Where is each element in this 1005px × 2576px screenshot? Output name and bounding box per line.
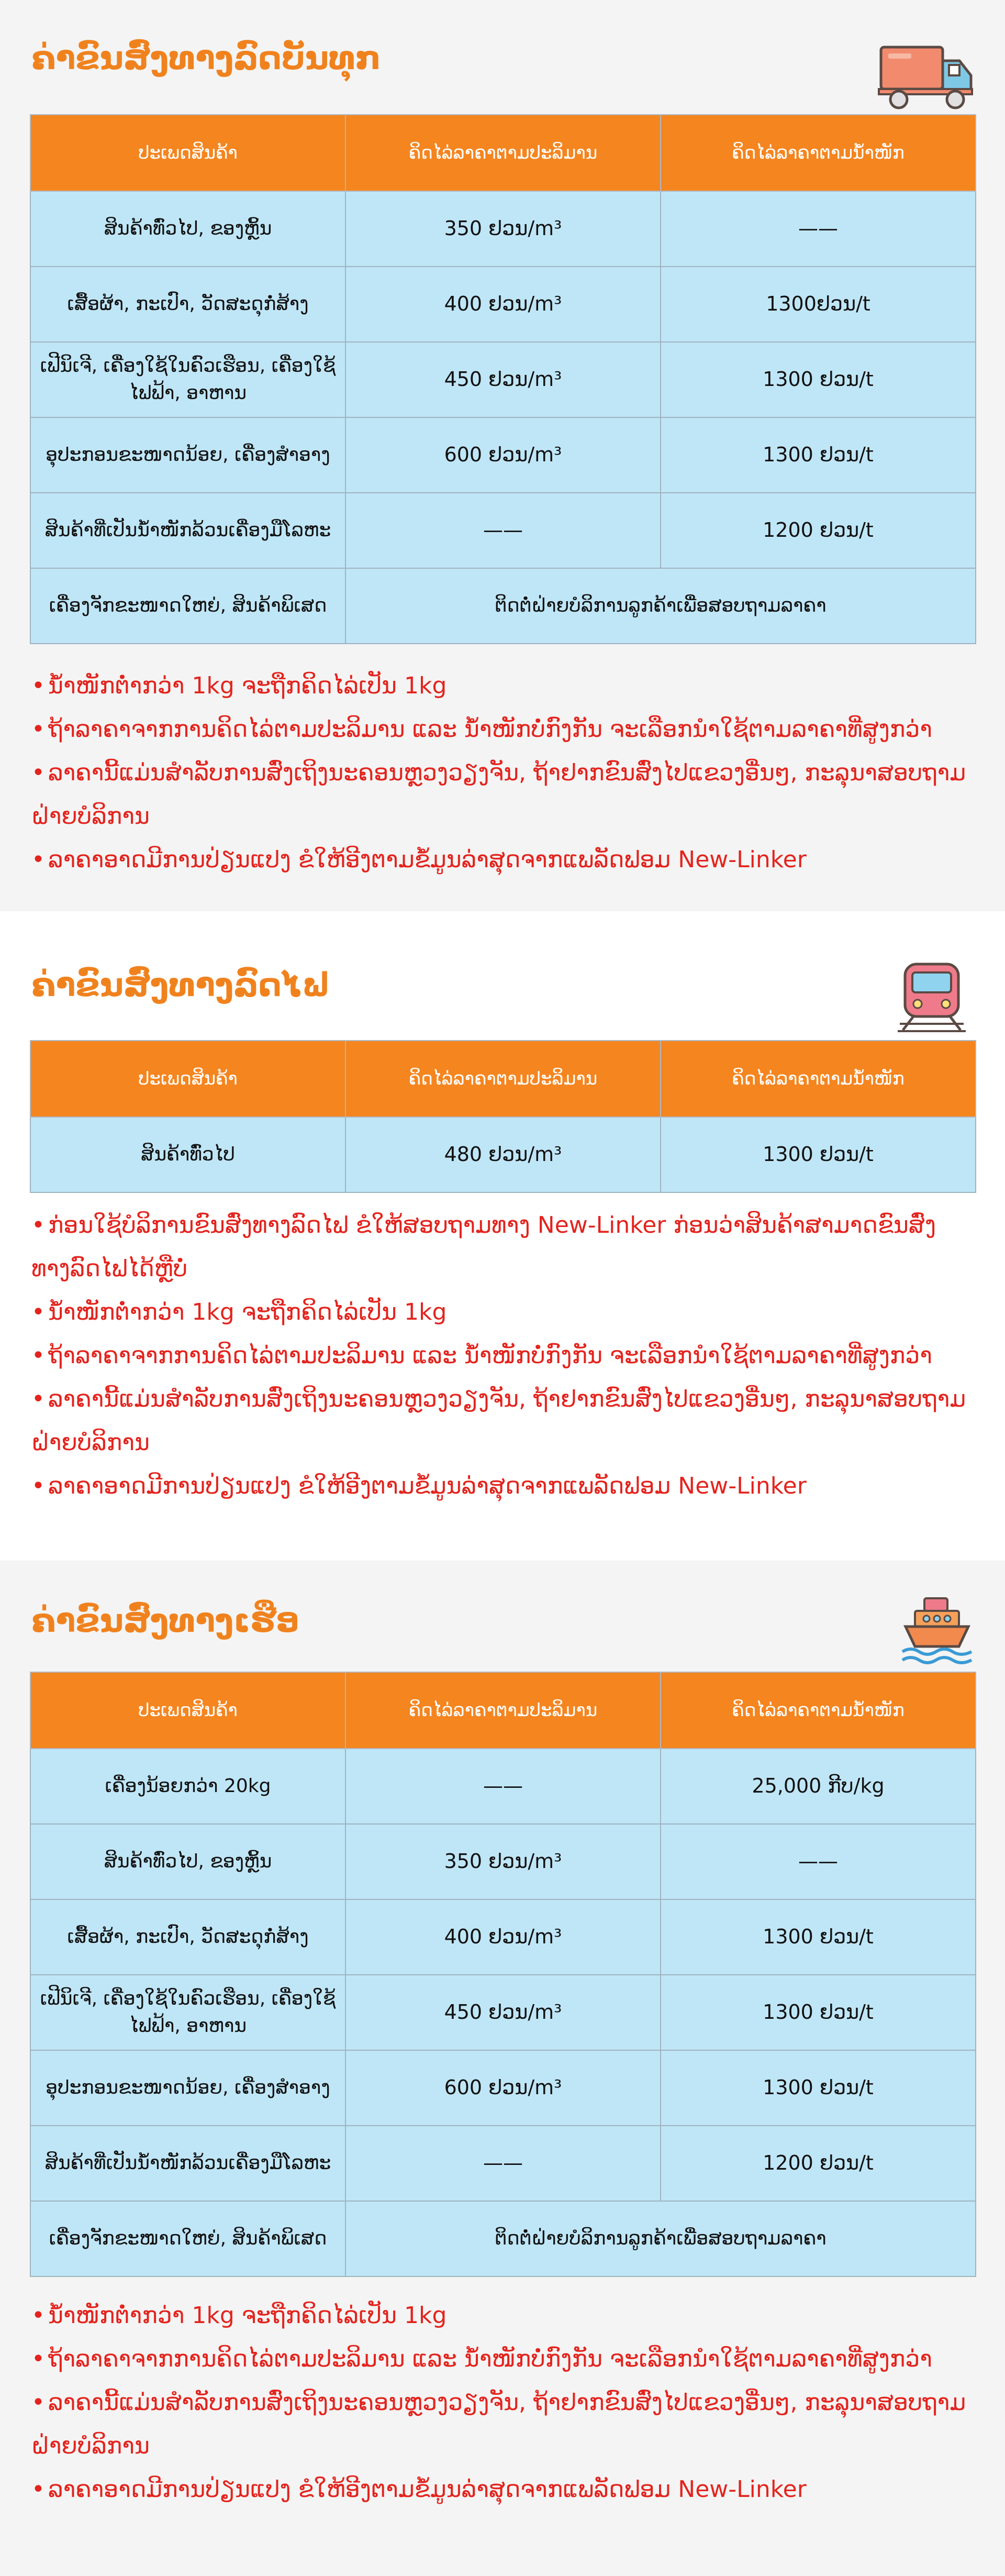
table-row	[30, 1975, 976, 2050]
volume-price-cell: 400 ຢວນ/m³	[345, 1899, 661, 1975]
table-row	[30, 1899, 976, 1975]
note-item: • ລາຄາອາດມີການປ່ຽນແປງ ຂໍໃຫ້ອີງຕາມຂໍ້ມູນລ່າສຸດຈາກແພລັດຟອມ New-Linker	[31, 2476, 807, 2503]
ship-icon	[900, 1594, 974, 1667]
table-row	[30, 417, 976, 493]
note-text: ນ້ຳໜັກຕໍ່າກວ່າ 1kg ຈະຖືກຄິດໄລ່ເປັນ 1kg	[48, 672, 447, 699]
truck-notes-list	[31, 664, 974, 881]
note-item: • ຖ້າລາຄາຈາກການຄິດໄລ່ຕາມປະລິມານ ແລະ ນ້ຳໜັກບໍ່ກົງກັນ ຈະເລືອກນຳໃຊ້ຕາມລາຄາທີ່ສູງກວ່າ	[31, 716, 932, 743]
product-type-cell: ເຄື່ອງນ້ອຍກວ່າ 20kg	[30, 1749, 345, 1824]
note-item: • ຖ້າລາຄາຈາກການຄິດໄລ່ຕາມປະລິມານ ແລະ ນ້ຳໜັກບໍ່ກົງກັນ ຈະເລືອກນຳໃຊ້ຕາມລາຄາທີ່ສູງກວ່າ	[31, 1342, 932, 1369]
note-item: • ລາຄານີ້ແມ່ນສຳລັບການສົ່ງເຖິງນະຄອນຫຼວງວຽງຈັນ, ຖ້າຢາກຂົນສົ່ງໄປແຂວງອື່ນໆ, ກະລຸນາສອບຖາມຝ່າຍບໍລິການ	[31, 1386, 966, 1456]
note-item: • ນ້ຳໜັກຕໍ່າກວ່າ 1kg ຈະຖືກຄິດໄລ່ເປັນ 1kg	[31, 2302, 447, 2329]
weight-price-cell: 1300ຢວນ/t	[661, 267, 976, 342]
note-item: • ລາຄານີ້ແມ່ນສຳລັບການສົ່ງເຖິງນະຄອນຫຼວງວຽງຈັນ, ຖ້າຢາກຂົນສົ່ງໄປແຂວງອື່ນໆ, ກະລຸນາສອບຖາມຝ່າຍບໍລິການ	[31, 2389, 966, 2459]
product-type-cell: ອຸປະກອນຂະໜາດນ້ອຍ, ເຄື່ອງສຳອາງ	[30, 2050, 345, 2126]
note-item: • ກ່ອນໃຊ້ບໍລິການຂົນສົ່ງທາງລົດໄຟ ຂໍໃຫ້ສອບຖາມທາງ New-Linker ກ່ອນວ່າສິນຄ້າສາມາດຂົນສົ່ງທາງລົດໄຟໄດ້ຫຼືບໍ່	[31, 1212, 936, 1282]
table-row	[30, 493, 976, 568]
product-type-cell: ເຄື່ອງຈັກຂະໜາດໃຫຍ່, ສິນຄ້າພິເສດ	[30, 2201, 345, 2276]
truck-rate-table	[30, 114, 976, 644]
table-row	[30, 191, 976, 267]
product-type-cell: ສິນຄ້າທີ່ເປັນນ້ຳໜັກລ້ວນເຄື່ອງມືໂລຫະ	[30, 2126, 345, 2201]
product-type-cell: ເຟີນິເຈີ, ເຄື່ອງໃຊ້ໃນຄົວເຮືອນ, ເຄື່ອງໃຊ້ໄຟຟ້າ, ອາຫານ	[30, 342, 345, 417]
note-text: ກ່ອນໃຊ້ບໍລິການຂົນສົ່ງທາງລົດໄຟ ຂໍໃຫ້ສອບຖາມທາງ New-Linker ກ່ອນວ່າສິນຄ້າສາມາດຂົນສົ່ງທາງລົດໄຟໄດ້ຫຼືບໍ່	[31, 1212, 936, 1282]
note-item: • ຖ້າລາຄາຈາກການຄິດໄລ່ຕາມປະລິມານ ແລະ ນ້ຳໜັກບໍ່ກົງກັນ ຈະເລືອກນຳໃຊ້ຕາມລາຄາທີ່ສູງກວ່າ	[31, 2346, 932, 2372]
header-by-volume: ຄິດໄລ່ລາຄາຕາມປະລິມານ	[345, 1041, 661, 1117]
volume-price-cell: 600 ຢວນ/m³	[345, 2050, 661, 2126]
product-type-cell: ເສື້ອຜ້າ, ກະເປົາ, ວັດສະດຸກໍ່ສ້າງ	[30, 1899, 345, 1975]
volume-price-cell: ——	[345, 493, 661, 568]
volume-price-cell: 600 ຢວນ/m³	[345, 417, 661, 493]
table-row	[30, 1824, 976, 1899]
table-row	[30, 1117, 976, 1192]
ship-section	[0, 1561, 1005, 2576]
header-product-type: ປະເພດສິນຄ້າ	[30, 1672, 345, 1749]
table-header-row	[30, 1672, 976, 1749]
note-item: • ລາຄານີ້ແມ່ນສຳລັບການສົ່ງເຖິງນະຄອນຫຼວງວຽງຈັນ, ຖ້າຢາກຂົນສົ່ງໄປແຂວງອື່ນໆ, ກະລຸນາສອບຖາມຝ່າຍບໍລິການ	[31, 759, 966, 830]
volume-price-cell: 450 ຢວນ/m³	[345, 1975, 661, 2050]
note-text: ລາຄານີ້ແມ່ນສຳລັບການສົ່ງເຖິງນະຄອນຫຼວງວຽງຈັນ, ຖ້າຢາກຂົນສົ່ງໄປແຂວງອື່ນໆ, ກະລຸນາສອບຖາມຝ່າຍບໍລິການ	[31, 759, 966, 830]
note-text: ລາຄາອາດມີການປ່ຽນແປງ ຂໍໃຫ້ອີງຕາມຂໍ້ມູນລ່າສຸດຈາກແພລັດຟອມ New-Linker	[48, 846, 807, 873]
note-item: • ນ້ຳໜັກຕໍ່າກວ່າ 1kg ຈະຖືກຄິດໄລ່ເປັນ 1kg	[31, 672, 447, 699]
note-text: ຖ້າລາຄາຈາກການຄິດໄລ່ຕາມປະລິມານ ແລະ ນ້ຳໜັກບໍ່ກົງກັນ ຈະເລືອກນຳໃຊ້ຕາມລາຄາທີ່ສູງກວ່າ	[48, 2346, 932, 2372]
train-icon	[898, 961, 966, 1034]
note-text: ນ້ຳໜັກຕໍ່າກວ່າ 1kg ຈະຖືກຄິດໄລ່ເປັນ 1kg	[48, 2302, 447, 2329]
product-type-cell: ສິນຄ້າທີ່ເປັນນ້ຳໜັກລ້ວນເຄື່ອງມືໂລຫະ	[30, 493, 345, 568]
product-type-cell: ເສື້ອຜ້າ, ກະເປົາ, ວັດສະດຸກໍ່ສ້າງ	[30, 267, 345, 342]
weight-price-cell: 1200 ຢວນ/t	[661, 493, 976, 568]
train-section-title: ຄ່າຂົນສົ່ງທາງລົດໄຟ	[31, 966, 330, 1004]
header-by-volume: ຄິດໄລ່ລາຄາຕາມປະລິມານ	[345, 115, 661, 191]
note-item: • ລາຄາອາດມີການປ່ຽນແປງ ຂໍໃຫ້ອີງຕາມຂໍ້ມູນລ່າສຸດຈາກແພລັດຟອມ New-Linker	[31, 1473, 807, 1499]
weight-price-cell: 25,000 ກີບ/kg	[661, 1749, 976, 1824]
weight-price-cell: 1300 ຢວນ/t	[661, 417, 976, 493]
weight-price-cell: ——	[661, 191, 976, 267]
truck-section	[0, 0, 1005, 911]
volume-price-cell: 480 ຢວນ/m³	[345, 1117, 661, 1192]
note-text: ຖ້າລາຄາຈາກການຄິດໄລ່ຕາມປະລິມານ ແລະ ນ້ຳໜັກບໍ່ກົງກັນ ຈະເລືອກນຳໃຊ້ຕາມລາຄາທີ່ສູງກວ່າ	[48, 1342, 932, 1369]
product-type-cell: ສິນຄ້າທົ່ວໄປ, ຂອງຫຼິ້ນ	[30, 1824, 345, 1899]
truck-section-title: ຄ່າຂົນສົ່ງທາງລົດບັນທຸກ	[31, 39, 381, 77]
table-row	[30, 1749, 976, 1824]
weight-price-cell: 1300 ຢວນ/t	[661, 1117, 976, 1192]
weight-price-cell: 1300 ຢວນ/t	[661, 1975, 976, 2050]
contact-service-cell: ຕິດຕໍ່ຝ່າຍບໍລິການລູກຄ້າເພື່ອສອບຖາມລາຄາ	[345, 568, 976, 644]
note-text: ລາຄານີ້ແມ່ນສຳລັບການສົ່ງເຖິງນະຄອນຫຼວງວຽງຈັນ, ຖ້າຢາກຂົນສົ່ງໄປແຂວງອື່ນໆ, ກະລຸນາສອບຖາມຝ່າຍບໍລິການ	[31, 1386, 966, 1456]
note-text: ລາຄານີ້ແມ່ນສຳລັບການສົ່ງເຖິງນະຄອນຫຼວງວຽງຈັນ, ຖ້າຢາກຂົນສົ່ງໄປແຂວງອື່ນໆ, ກະລຸນາສອບຖາມຝ່າຍບໍລິການ	[31, 2389, 966, 2459]
header-by-weight: ຄິດໄລ່ລາຄາຕາມນ້ຳໜັກ	[661, 1041, 976, 1117]
weight-price-cell: 1300 ຢວນ/t	[661, 1899, 976, 1975]
product-type-cell: ອຸປະກອນຂະໜາດນ້ອຍ, ເຄື່ອງສຳອາງ	[30, 417, 345, 493]
header-by-volume: ຄິດໄລ່ລາຄາຕາມປະລິມານ	[345, 1672, 661, 1749]
weight-price-cell: 1300 ຢວນ/t	[661, 2050, 976, 2126]
table-row	[30, 2050, 976, 2126]
header-product-type: ປະເພດສິນຄ້າ	[30, 1041, 345, 1117]
table-header-row	[30, 115, 976, 191]
table-row	[30, 342, 976, 417]
table-row	[30, 267, 976, 342]
truck-icon	[877, 43, 976, 111]
volume-price-cell: ——	[345, 1749, 661, 1824]
note-text: ນ້ຳໜັກຕໍ່າກວ່າ 1kg ຈະຖືກຄິດໄລ່ເປັນ 1kg	[48, 1299, 447, 1325]
product-type-cell: ສິນຄ້າທົ່ວໄປ, ຂອງຫຼິ້ນ	[30, 191, 345, 267]
table-row	[30, 568, 976, 644]
product-type-cell: ເຄື່ອງຈັກຂະໜາດໃຫຍ່, ສິນຄ້າພິເສດ	[30, 568, 345, 644]
note-text: ຖ້າລາຄາຈາກການຄິດໄລ່ຕາມປະລິມານ ແລະ ນ້ຳໜັກບໍ່ກົງກັນ ຈະເລືອກນຳໃຊ້ຕາມລາຄາທີ່ສູງກວ່າ	[48, 716, 932, 743]
volume-price-cell: ——	[345, 2126, 661, 2201]
header-by-weight: ຄິດໄລ່ລາຄາຕາມນ້ຳໜັກ	[661, 115, 976, 191]
ship-notes-list	[31, 2294, 974, 2511]
table-row	[30, 2126, 976, 2201]
volume-price-cell: 400 ຢວນ/m³	[345, 267, 661, 342]
note-text: ລາຄາອາດມີການປ່ຽນແປງ ຂໍໃຫ້ອີງຕາມຂໍ້ມູນລ່າສຸດຈາກແພລັດຟອມ New-Linker	[48, 2476, 807, 2503]
weight-price-cell: 1300 ຢວນ/t	[661, 342, 976, 417]
volume-price-cell: 350 ຢວນ/m³	[345, 191, 661, 267]
volume-price-cell: 350 ຢວນ/m³	[345, 1824, 661, 1899]
train-rate-table	[30, 1040, 976, 1193]
train-notes-list	[31, 1203, 974, 1508]
product-type-cell: ເຟີນິເຈີ, ເຄື່ອງໃຊ້ໃນຄົວເຮືອນ, ເຄື່ອງໃຊ້ໄຟຟ້າ, ອາຫານ	[30, 1975, 345, 2050]
header-by-weight: ຄິດໄລ່ລາຄາຕາມນ້ຳໜັກ	[661, 1672, 976, 1749]
weight-price-cell: 1200 ຢວນ/t	[661, 2126, 976, 2201]
note-item: • ນ້ຳໜັກຕໍ່າກວ່າ 1kg ຈະຖືກຄິດໄລ່ເປັນ 1kg	[31, 1299, 447, 1325]
note-text: ລາຄາອາດມີການປ່ຽນແປງ ຂໍໃຫ້ອີງຕາມຂໍ້ມູນລ່າສຸດຈາກແພລັດຟອມ New-Linker	[48, 1473, 807, 1499]
train-section	[0, 911, 1005, 1561]
contact-service-cell: ຕິດຕໍ່ຝ່າຍບໍລິການລູກຄ້າເພື່ອສອບຖາມລາຄາ	[345, 2201, 976, 2276]
header-product-type: ປະເພດສິນຄ້າ	[30, 115, 345, 191]
volume-price-cell: 450 ຢວນ/m³	[345, 342, 661, 417]
table-header-row	[30, 1041, 976, 1117]
ship-section-title: ຄ່າຂົນສົ່ງທາງເຮືອ	[31, 1601, 299, 1640]
weight-price-cell: ——	[661, 1824, 976, 1899]
table-row	[30, 2201, 976, 2276]
ship-rate-table	[30, 1672, 976, 2277]
note-item: • ລາຄາອາດມີການປ່ຽນແປງ ຂໍໃຫ້ອີງຕາມຂໍ້ມູນລ່າສຸດຈາກແພລັດຟອມ New-Linker	[31, 846, 807, 873]
product-type-cell: ສິນຄ້າທົ່ວໄປ	[30, 1117, 345, 1192]
